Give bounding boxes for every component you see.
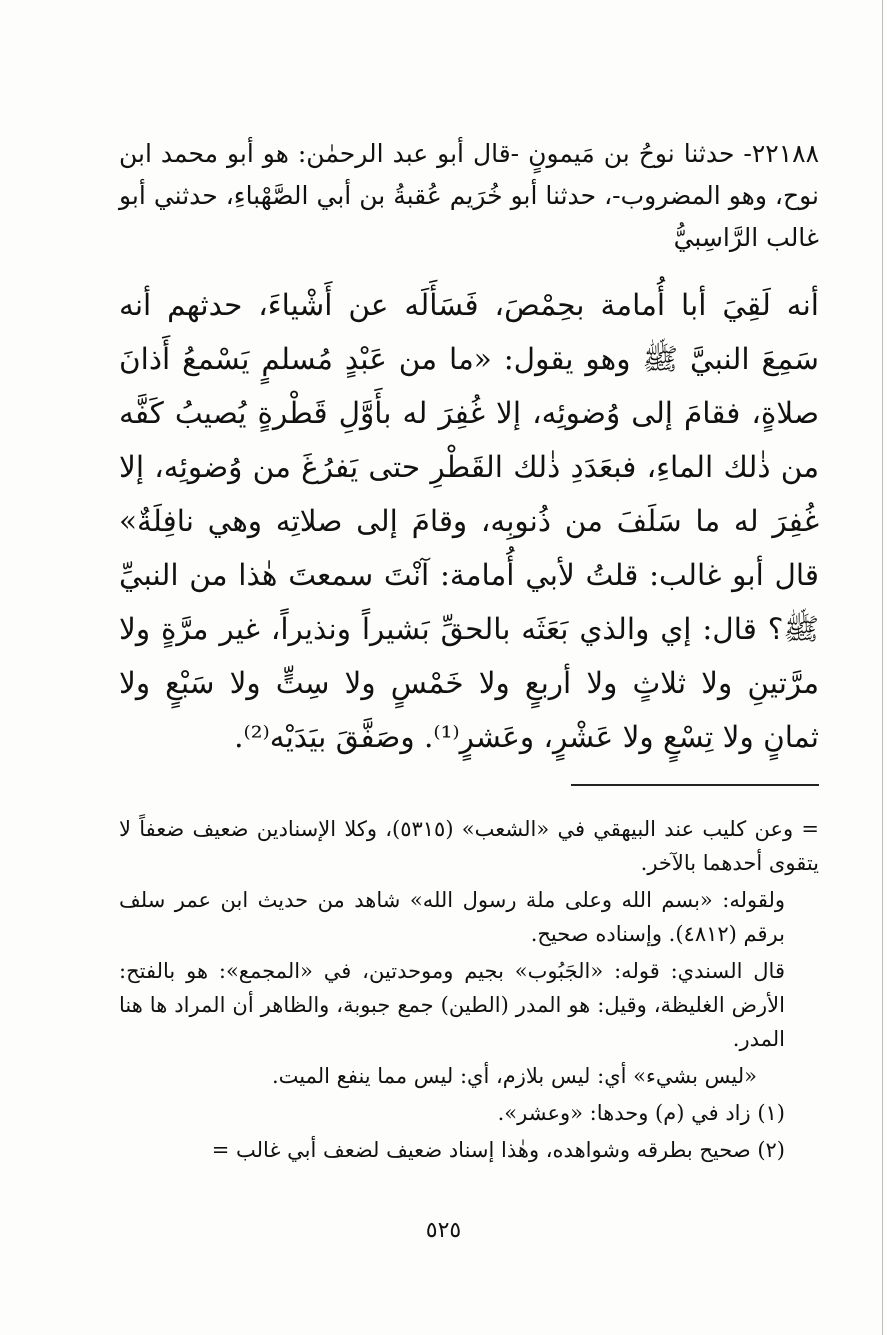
footnotes-section xyxy=(119,812,819,1170)
hadith-isnad: ٢٢١٨٨- حدثنا نوحُ بن مَيمونٍ -قال أبو عبد الرحمٰن: هو أبو محمد ابن نوح، وهو المضروب-، حدثنا أبو خُرَيم عُقبةُ بن أبي الصَّهْباءِ، حدثني أبو غالب الرَّاسِبيُّ xyxy=(119,139,819,252)
footnote-paragraph: قال السندي: قوله: «الجَبُوب» بجيم وموحدتين، في «المجمع»: هو بالفتح: الأرض الغليظة، وقيل: هو المدر (الطين) جمع جبوبة، والظاهر أن المراد ها هنا المدر. xyxy=(119,959,785,1051)
footnote-separator xyxy=(571,784,819,786)
footnote-paragraph: ولقوله: «بسم الله وعلى ملة رسول الله» شاهد من حديث ابن عمر سلف برقم (٤٨١٢). وإسناده صحيح. xyxy=(119,888,785,946)
page-edge-line xyxy=(882,0,883,1335)
hadith-matn: أنه لَقِيَ أبا أُمامة بحِمْصَ، فَسَأَلَه عن أَشْياءَ، حدثهم أنه سَمِعَ النبيَّ ﷺ وهو يقول: «ما من عَبْدٍ مُسلمٍ يَسْمعُ أَذانَ صلاةٍ، فقامَ إلى وُضوئِه، إلا غُفِرَ له بأَوَّلِ قَطْرةٍ يُصيبُ كَفَّه من ذٰلك الماءِ، فبعَدَدِ ذٰلك القَطْرِ حتى يَفرُغَ من وُضوئِه، إلا غُفِرَ له ما سَلَفَ من ذُنوبِه، وقامَ إلى صلاتِه وهي نافِلَةٌ» قال أبو غالب: قلتُ لأبي أُمامة: آنْتَ سمعتَ هٰذا من النبيِّ ﷺ؟ قال: إي والذي بَعَثَه بالحقِّ بَشيراً ونذيراً، غير مرَّةٍ ولا مرَّتينِ ولا ثلاثٍ ولا أربعٍ ولا خَمْسٍ ولا سِتٍّ ولا سَبْعٍ ولا ثمانٍ ولا تِسْعٍ ولا عَشْرٍ، وعَشرٍ⁽¹⁾. وصَفَّقَ بيَدَيْه⁽²⁾. xyxy=(119,287,819,754)
footnote-2: (٢) صحيح بطرقه وشواهده، وهٰذا إسناد ضعيف لضعف أبي غالب = xyxy=(211,1138,785,1162)
footnote-1: (١) زاد في (م) وحدها: «وعشر». xyxy=(497,1101,785,1125)
footnote-paragraph: «ليس بشيء» أي: ليس بلازم، أي: ليس مما ينفع الميت. xyxy=(271,1064,757,1088)
footnote-continuation: = وعن كليب عند البيهقي في «الشعب» (٥٣١٥)، وكلا الإسنادين ضعيف ضعفاً لا يتقوى أحدهما بالآخر. xyxy=(119,817,820,875)
page-number: ٥٢٥ xyxy=(425,1218,462,1243)
